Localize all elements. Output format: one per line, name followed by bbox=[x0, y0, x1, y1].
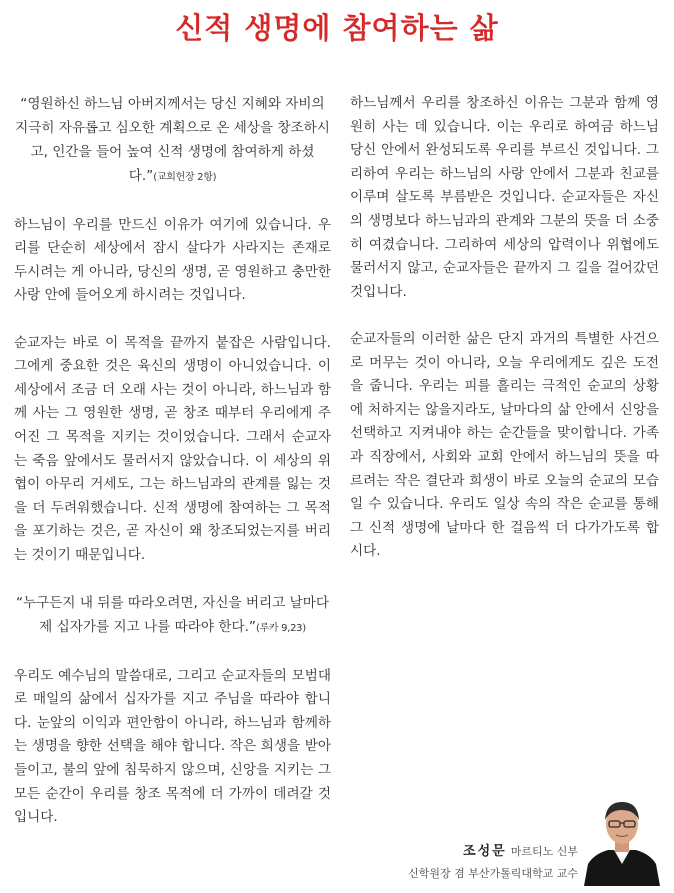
right-column bbox=[350, 92, 659, 564]
scripture-quote bbox=[14, 591, 331, 641]
paragraph: 순교자는 바로 이 목적을 끝까지 붙잡은 사람입니다. 그에게 중요한 것은 육신의 생명이 아니었습니다. 이 세상에서 조금 더 오래 사는 것이 아니라, 하느님과 함께 사는 그 영원한 생명, 곧 창조 때부터 우리에게 주어진 그 목적을 지키는 것이었습니다. 그래서 순교자는 죽음 앞에서도 물러서지 않았습니다. 이 세상의 위협이 아무리 거세도, 그는 하느님과의 관계를 잃는 것을 더 두려워했습니다. 신적 생명에 참여하는 그 목적을 포기하는 것은, 곧 자신이 왜 창조되었는지를 버리는 것이기 때문입니다. bbox=[14, 334, 331, 563]
author-position: 신학원장 겸 부산가톨릭대학교 교수 bbox=[408, 867, 578, 880]
paragraph: 하느님께서 우리를 창조하신 이유는 그분과 함께 영원히 사는 데 있습니다. 이는 우리로 하여금 하느님 당신 안에서 완성되도록 우리를 부르신 것입니다. 그리하여 우리는 하느님의 사랑 안에서 그분과 친교를 이루며 살도록 부름받은 것입니다. 순교자들은 자신의 생명보다 하느님과의 관계와 그분의 뜻을 더 소중히 여겼습니다. 그리하여 세상의 압력이나 위협에도 물러서지 않고, 순교자들은 끝까지 그 길을 걸어갔던 것입니다. bbox=[350, 95, 659, 300]
paragraph: 하느님이 우리를 만드신 이유가 여기에 있습니다. 우리를 단순히 세상에서 잠시 살다가 사라지는 존재로 두시려는 게 아니라, 당신의 생명, 곧 영원하고 충만한 사랑 안에 들어오게 하시려는 것입니다. bbox=[14, 216, 331, 304]
page-title: 신적 생명에 참여하는 삶 bbox=[175, 11, 499, 45]
paragraph: 순교자들의 이러한 삶은 단지 과거의 특별한 사건으로 머무는 것이 아니라, 오늘 우리에게도 깊은 도전을 줍니다. 우리는 피를 흘리는 극적인 순교의 상황에 처하지는 않을지라도, 날마다의 삶 안에서 신앙을 선택하고 지켜내야 하는 순간들을 맞이합니다. 가족과 직장에서, 사회와 교회 안에서 하느님의 뜻을 따르려는 작은 결단과 희생이 바로 오늘의 순교의 모습일 수 있습니다. 우리도 일상 속의 작은 순교를 통해 그 신적 생명에 날마다 한 걸음씩 더 다가가도록 합시다. bbox=[350, 330, 659, 560]
scripture-quote bbox=[14, 92, 331, 190]
quote-citation: (교회헌장 2항) bbox=[153, 172, 217, 183]
author-photo bbox=[582, 790, 662, 886]
author-name: 조성문 bbox=[463, 844, 507, 859]
quote-text: “누구든지 내 뒤를 따라오려면, 자신을 버리고 날마다 제 십자가를 지고 나를 따라야 한다.” bbox=[15, 595, 330, 636]
paragraph: 우리도 예수님의 말씀대로, 그리고 순교자들의 모범대로 매일의 삶에서 십자가를 지고 주님을 따라야 합니다. 눈앞의 이익과 편안함이 아니라, 하느님과 함께하는 생명을 향한 선택을 해야 합니다. 작은 희생을 받아들이고, 불의 앞에 침묵하지 않으며, 신앙을 지키는 그 모든 순간이 우리를 창조 목적에 더 가까이 데려갈 것입니다. bbox=[14, 667, 331, 826]
quote-citation: (루카 9,23) bbox=[255, 623, 306, 635]
quote-text: “영원하신 하느님 아버지께서는 당신 지혜와 자비의 지극히 자유롭고 심오한 계획으로 온 세상을 창조하시고, 인간을 들어 높여 신적 생명에 참여하게 하셨다.” bbox=[15, 96, 330, 184]
author-role: 마르티노 신부 bbox=[510, 845, 578, 858]
author-byline bbox=[408, 842, 578, 884]
left-column bbox=[14, 92, 331, 830]
